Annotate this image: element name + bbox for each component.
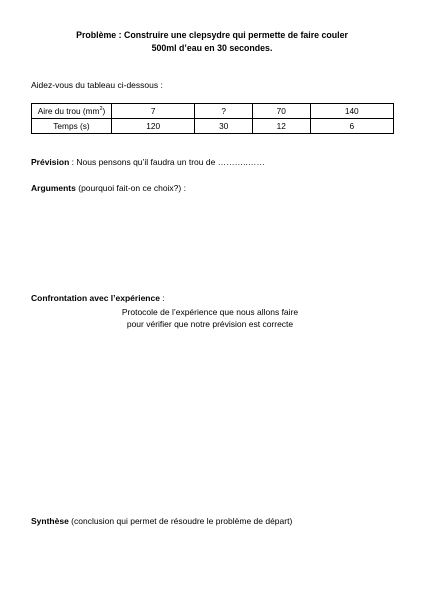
synthese-line: [31, 516, 292, 526]
prevision-text: : Nous pensons qu’il faudra un trou de ………..……: [69, 157, 265, 167]
table-row-time: [32, 119, 394, 134]
protocol-text: [106, 306, 314, 330]
area-label: Aire du trou (mm: [37, 106, 100, 116]
row-header-area: [32, 104, 112, 119]
title-line-2: 500ml d’eau en 30 secondes.: [151, 42, 273, 53]
table-cell: 6: [310, 119, 393, 134]
row-header-time: Temps (s): [32, 119, 112, 134]
confrontation-line: [31, 293, 165, 303]
table-cell: 7: [112, 104, 195, 119]
confrontation-text: :: [159, 293, 165, 303]
area-unit-exponent: 2: [99, 106, 103, 113]
table-cell: 70: [252, 104, 310, 119]
area-label-close: ): [102, 106, 106, 116]
synthese-label: Synthèse: [31, 516, 69, 526]
table-intro: Aidez-vous du tableau ci-dessous :: [31, 80, 163, 90]
arguments-text: (pourquoi fait-on ce choix?) :: [75, 183, 186, 193]
arguments-label: Arguments: [31, 183, 76, 193]
page-title: [0, 29, 424, 54]
synthese-text: (conclusion qui permet de résoudre le problème de départ): [68, 516, 293, 526]
arguments-line: [31, 183, 186, 193]
protocol-line-1: Protocole de l’expérience que nous allons faire: [121, 307, 299, 317]
prevision-line: [31, 157, 265, 167]
table-cell: 120: [112, 119, 195, 134]
confrontation-label: Confrontation avec l’expérience: [31, 293, 160, 303]
data-table: [31, 103, 394, 134]
table-row-area: [32, 104, 394, 119]
prevision-label: Prévision: [31, 157, 70, 167]
title-line-1: Problème : Construire une clepsydre qui permette de faire couler: [76, 30, 348, 40]
table-cell: ?: [195, 104, 253, 119]
table-cell: 30: [195, 119, 253, 134]
table-cell: 140: [310, 104, 393, 119]
protocol-line-2: pour vérifier que notre prévision est correcte: [126, 319, 294, 329]
table-cell: 12: [252, 119, 310, 134]
